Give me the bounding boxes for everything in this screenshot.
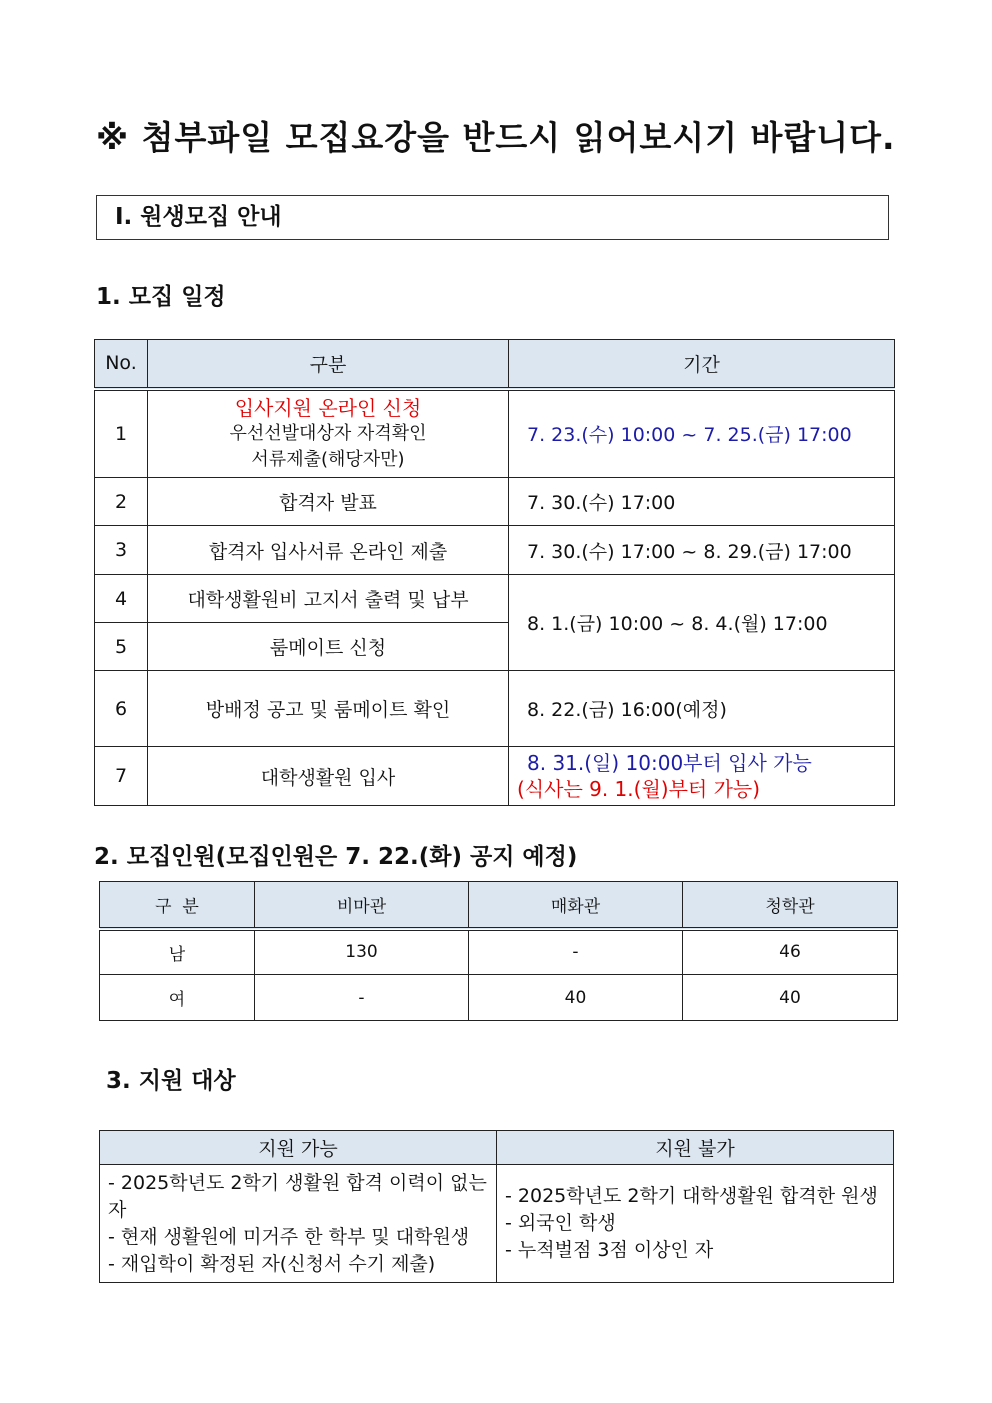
cell-value: 40 xyxy=(469,975,683,1021)
header-cheonghak: 청학관 xyxy=(683,882,898,929)
table-row xyxy=(95,575,895,623)
row-no: 1 xyxy=(95,389,148,478)
row-item: 룸메이트 신청 xyxy=(148,623,509,671)
table-row xyxy=(100,929,898,975)
cell-gender: 남 xyxy=(100,929,255,975)
cell-value: - xyxy=(469,929,683,975)
capacity-table xyxy=(99,881,898,1021)
cell-value: 130 xyxy=(255,929,469,975)
cell-value: 46 xyxy=(683,929,898,975)
section-title-box: Ⅰ. 원생모집 안내 xyxy=(96,195,889,240)
table-row xyxy=(95,526,895,575)
cell-value: - xyxy=(255,975,469,1021)
list-item: - 누적벌점 3점 이상인 자 xyxy=(505,1239,714,1261)
schedule-heading: 1. 모집 일정 xyxy=(96,284,226,310)
header-category: 구분 xyxy=(148,340,509,389)
row-no: 5 xyxy=(95,623,148,671)
row-no: 6 xyxy=(95,671,148,747)
row-item: 입사지원 온라인 신청 xyxy=(234,395,422,420)
header-ineligible: 지원 불가 xyxy=(497,1131,894,1165)
row-no: 7 xyxy=(95,747,148,806)
row-period: 8. 22.(금) 16:00(예정) xyxy=(509,671,895,747)
notice-heading: ※ 첨부파일 모집요강을 반드시 읽어보시기 바랍니다. xyxy=(96,118,896,157)
row-no: 4 xyxy=(95,575,148,623)
row-period: 8. 31.(일) 10:00부터 입사 가능 xyxy=(527,751,812,775)
header-period: 기간 xyxy=(509,340,895,389)
row-period: 7. 30.(수) 17:00 xyxy=(509,478,895,526)
list-item: - 외국인 학생 xyxy=(505,1212,616,1234)
row-item: 방배정 공고 및 룸메이트 확인 xyxy=(148,671,509,747)
row-item: 대학생활원 입사 xyxy=(148,747,509,806)
list-item: - 재입학이 확정된 자(신청서 수기 제출) xyxy=(108,1252,436,1275)
eligibility-heading: 3. 지원 대상 xyxy=(106,1068,236,1094)
row-item: 서류제출(해당자만) xyxy=(251,448,405,470)
row-note: (식사는 9. 1.(월)부터 가능) xyxy=(517,777,761,801)
row-period: 7. 30.(수) 17:00 ~ 8. 29.(금) 17:00 xyxy=(509,526,895,575)
eligibility-table xyxy=(99,1130,894,1283)
header-maehwa: 매화관 xyxy=(469,882,683,929)
eligible-list xyxy=(100,1165,497,1283)
list-item: - 현재 생활원에 미거주 한 학부 및 대학원생 xyxy=(108,1225,470,1248)
cell-value: 40 xyxy=(683,975,898,1021)
table-row xyxy=(100,975,898,1021)
table-row xyxy=(95,747,895,806)
row-item: 합격자 발표 xyxy=(148,478,509,526)
capacity-heading: 2. 모집인원(모집인원은 7. 22.(화) 공지 예정) xyxy=(94,844,578,870)
row-item: 합격자 입사서류 온라인 제출 xyxy=(148,526,509,575)
header-eligible: 지원 가능 xyxy=(100,1131,497,1165)
list-item: - 2025학년도 2학기 대학생활원 합격한 원생 xyxy=(505,1185,878,1207)
row-no: 2 xyxy=(95,478,148,526)
header-bima: 비마관 xyxy=(255,882,469,929)
list-item: - 2025학년도 2학기 생활원 합격 이력이 없는 자 xyxy=(108,1171,487,1221)
header-category: 구 분 xyxy=(100,882,255,929)
row-item: 우선선발대상자 자격확인 xyxy=(229,422,427,444)
row-period: 7. 23.(수) 10:00 ~ 7. 25.(금) 17:00 xyxy=(509,389,895,478)
cell-gender: 여 xyxy=(100,975,255,1021)
table-row xyxy=(95,389,895,478)
ineligible-list xyxy=(497,1165,894,1283)
row-no: 3 xyxy=(95,526,148,575)
header-no: No. xyxy=(95,340,148,389)
row-period: 8. 1.(금) 10:00 ~ 8. 4.(월) 17:00 xyxy=(509,575,895,671)
table-row xyxy=(95,671,895,747)
table-row xyxy=(95,478,895,526)
schedule-table xyxy=(94,339,895,806)
row-item: 대학생활원비 고지서 출력 및 납부 xyxy=(148,575,509,623)
